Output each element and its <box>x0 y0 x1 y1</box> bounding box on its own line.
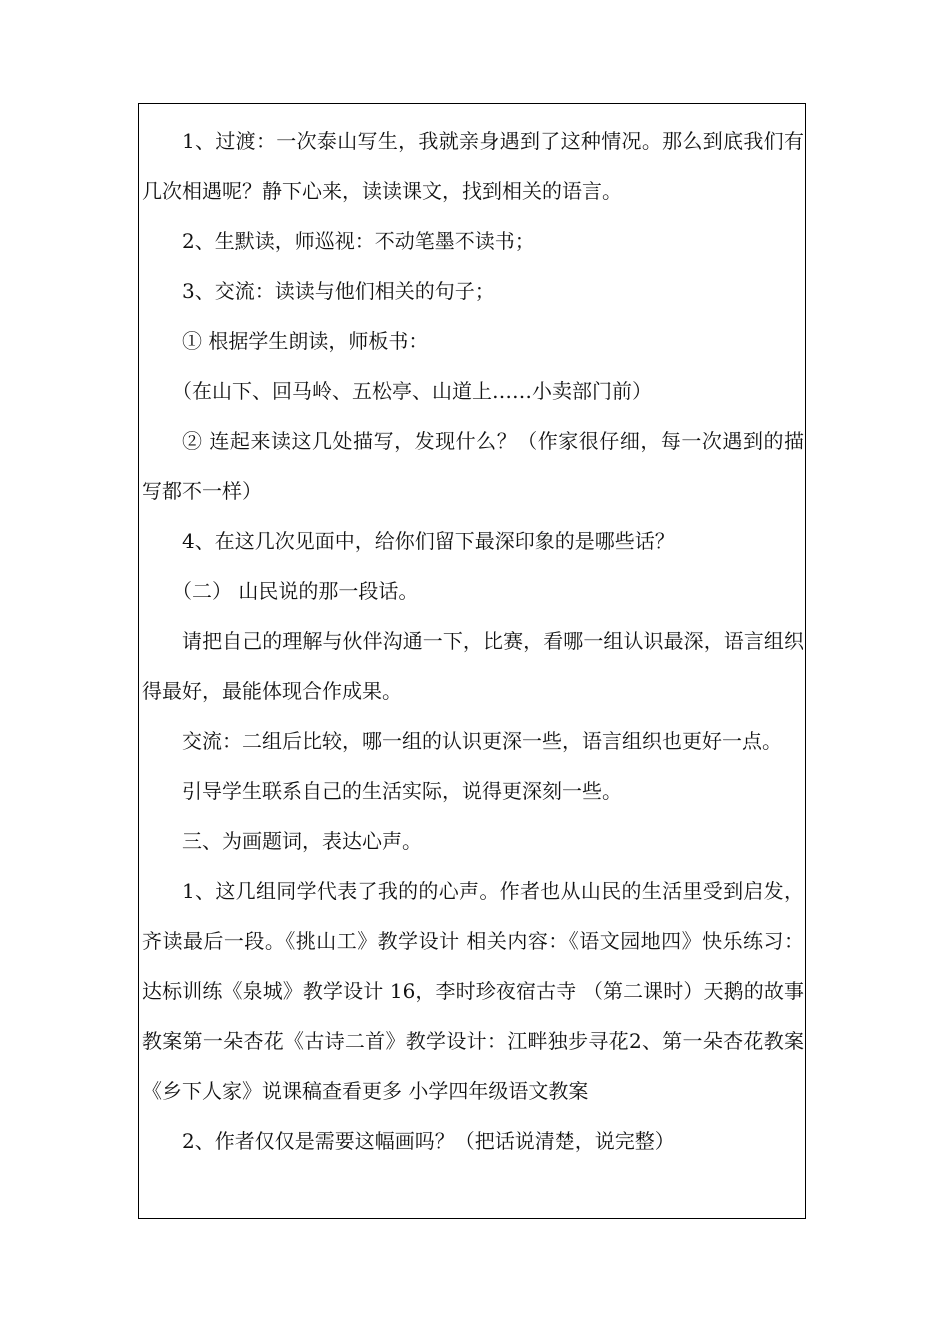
paragraph-step-2: ② 连起来读这几处描写，发现什么？（作家很仔细，每一次遇到的描写都不一样） <box>142 429 804 503</box>
paragraph-voice-of-heart: 1、这几组同学代表了我的的心声。作者也从山民的生活里受到启发，齐读最后一段。《挑山工》教学设计 相关内容：《语文园地四》快乐练习：达标训练《泉城》教学设计 16，李时珍夜宿古寺 （第二课时）天鹅的故事教案第一朵杏花《古诗二首》教学设计：江畔独步寻花2、第一朵杏花教案《乡下人家》说课稿查看更多 小学四年级语文教案 <box>142 879 804 1103</box>
paragraph-group-compare: 交流：二组后比较，哪一组的认识更深一些，语言组织也更好一点。 <box>182 729 782 753</box>
paragraph-blackboard-notes: （在山下、回马岭、五松亭、山道上……小卖部门前） <box>172 379 652 403</box>
paragraph-step-1: ① 根据学生朗读，师板书： <box>182 329 429 353</box>
document-body <box>142 116 804 1166</box>
paragraph-question: 2、作者仅仅是需要这幅画吗？（把话说清楚，说完整） <box>182 1129 675 1153</box>
section-heading-3: 三、为画题词，表达心声。 <box>182 829 422 853</box>
paragraph-guide-students: 引导学生联系自己的生活实际，说得更深刻一些。 <box>182 779 622 803</box>
paragraph-exchange: 3、交流：读读与他们相关的句子； <box>182 279 495 303</box>
paragraph-silent-reading: 2、生默读，师巡视：不动笔墨不读书； <box>182 229 535 253</box>
section-heading-2: （二） 山民说的那一段话。 <box>172 579 419 603</box>
paragraph-transition: 1、过渡：一次泰山写生，我就亲身遇到了这种情况。那么到底我们有几次相遇呢？静下心来，读读课文，找到相关的语言。 <box>142 129 804 203</box>
paragraph-partner-share: 请把自己的理解与伙伴沟通一下，比赛，看哪一组认识最深，语言组织得最好，最能体现合作成果。 <box>142 629 804 703</box>
paragraph-impression: 4、在这几次见面中，给你们留下最深印象的是哪些话？ <box>182 529 675 553</box>
